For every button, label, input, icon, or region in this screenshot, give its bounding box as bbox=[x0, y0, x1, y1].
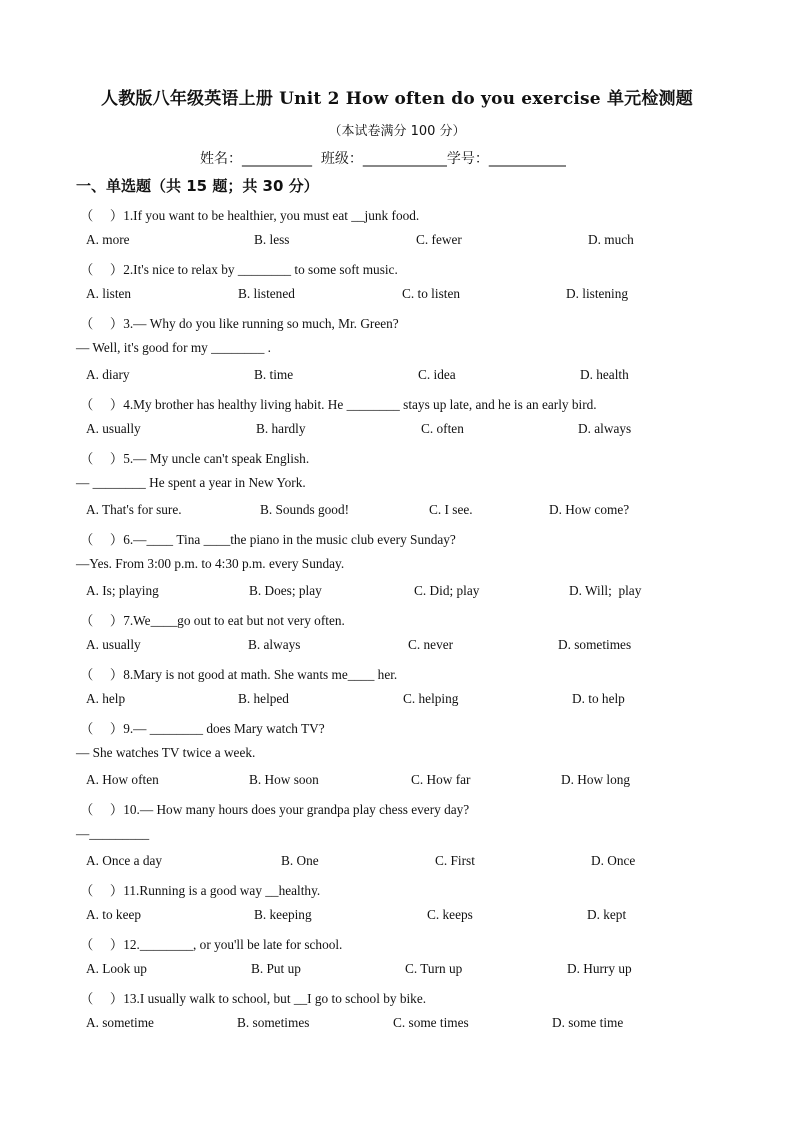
answer-option: A. sometime bbox=[86, 1015, 154, 1030]
answer-option: D. listening bbox=[566, 286, 629, 301]
answer-option: A. diary bbox=[86, 367, 130, 382]
answer-option: B. less bbox=[254, 232, 290, 247]
answer-option: D. kept bbox=[587, 907, 627, 922]
question-reply: — Well, it's good for my ________ . bbox=[76, 340, 271, 355]
question-reply: —Yes. From 3:00 p.m. to 4:30 p.m. every Sunday. bbox=[76, 556, 345, 571]
answer-option: A. help bbox=[86, 691, 126, 706]
question-stem: （ ）6.—____ Tina ____the piano in the music club every Sunday? bbox=[80, 532, 456, 547]
question-stem: （ ）7.We____go out to eat but not very often. bbox=[80, 613, 345, 628]
answer-option: C. never bbox=[408, 637, 454, 652]
answer-option: C. Did; play bbox=[414, 583, 480, 598]
question-stem: （ ）10.— How many hours does your grandpa play chess every day? bbox=[80, 802, 470, 817]
section-heading: 一、单选题（共 15 题；共 30 分） bbox=[76, 177, 319, 195]
answer-option: D. How long bbox=[561, 772, 631, 787]
page-title: 人教版八年级英语上册 Unit 2 How often do you exercise 单元检测题 bbox=[101, 89, 693, 109]
question-stem: （ ）3.— Why do you like running so much, Mr. Green? bbox=[80, 316, 399, 331]
answer-option: D. sometimes bbox=[558, 637, 632, 652]
answer-option: C. fewer bbox=[416, 232, 462, 247]
question-stem: （ ）13.I usually walk to school, but __I go to school by bike. bbox=[80, 991, 427, 1006]
question-stem: （ ）8.Mary is not good at math. She wants me____ her. bbox=[80, 667, 398, 682]
question-stem: （ ）9.— ________ does Mary watch TV? bbox=[80, 721, 325, 736]
score-note: （本试卷满分 100 分） bbox=[328, 124, 466, 139]
answer-option: A. That's for sure. bbox=[86, 502, 182, 517]
answer-option: C. First bbox=[435, 853, 475, 868]
answer-option: A. listen bbox=[86, 286, 132, 301]
answer-option: D. much bbox=[588, 232, 634, 247]
answer-option: B. One bbox=[281, 853, 319, 868]
question-reply: — ________ He spent a year in New York. bbox=[76, 475, 306, 490]
answer-option: C. often bbox=[421, 421, 464, 436]
answer-option: B. Sounds good! bbox=[260, 502, 350, 517]
answer-option: B. helped bbox=[238, 691, 289, 706]
answer-option: D. some time bbox=[552, 1015, 624, 1030]
answer-option: A. Look up bbox=[86, 961, 147, 976]
answer-option: B. sometimes bbox=[237, 1015, 310, 1030]
student-info-line: 姓名：__________ 班级：____________学号：___________ bbox=[200, 151, 566, 167]
answer-option: D. health bbox=[580, 367, 629, 382]
question-stem: （ ）1.If you want to be healthier, you must eat __junk food. bbox=[80, 208, 420, 223]
answer-option: B. always bbox=[248, 637, 301, 652]
question-stem: （ ）11.Running is a good way __healthy. bbox=[80, 883, 321, 898]
answer-option: D. Once bbox=[591, 853, 636, 868]
answer-option: D. Will; play bbox=[569, 583, 642, 598]
answer-option: B. Put up bbox=[251, 961, 301, 976]
answer-option: B. listened bbox=[238, 286, 295, 301]
answer-option: C. idea bbox=[418, 367, 456, 382]
answer-option: A. to keep bbox=[86, 907, 142, 922]
answer-option: C. to listen bbox=[402, 286, 460, 301]
question-reply: —_________ bbox=[76, 826, 150, 841]
answer-option: A. Once a day bbox=[86, 853, 163, 868]
answer-option: A. more bbox=[86, 232, 130, 247]
answer-option: C. Turn up bbox=[405, 961, 463, 976]
answer-option: C. I see. bbox=[429, 502, 473, 517]
answer-option: B. hardly bbox=[256, 421, 306, 436]
answer-option: B. time bbox=[254, 367, 294, 382]
answer-option: A. usually bbox=[86, 421, 141, 436]
question-reply: — She watches TV twice a week. bbox=[76, 745, 256, 760]
answer-option: B. keeping bbox=[254, 907, 312, 922]
question-stem: （ ）5.— My uncle can't speak English. bbox=[80, 451, 310, 466]
answer-option: D. Hurry up bbox=[567, 961, 632, 976]
answer-option: D. to help bbox=[572, 691, 625, 706]
answer-option: B. Does; play bbox=[249, 583, 322, 598]
question-stem: （ ）2.It's nice to relax by ________ to some soft music. bbox=[80, 262, 398, 277]
answer-option: C. How far bbox=[411, 772, 471, 787]
answer-option: A. How often bbox=[86, 772, 159, 787]
answer-option: A. usually bbox=[86, 637, 141, 652]
question-stem: （ ）12.________, or you'll be late for school. bbox=[80, 937, 343, 952]
answer-option: D. How come? bbox=[549, 502, 630, 517]
answer-option: B. How soon bbox=[249, 772, 319, 787]
answer-option: C. some times bbox=[393, 1015, 469, 1030]
question-stem: （ ）4.My brother has healthy living habit. He ________ stays up late, and he is an early bird. bbox=[80, 397, 597, 412]
answer-option: C. helping bbox=[403, 691, 459, 706]
answer-option: D. always bbox=[578, 421, 632, 436]
answer-option: C. keeps bbox=[427, 907, 473, 922]
answer-option: A. Is; playing bbox=[86, 583, 159, 598]
